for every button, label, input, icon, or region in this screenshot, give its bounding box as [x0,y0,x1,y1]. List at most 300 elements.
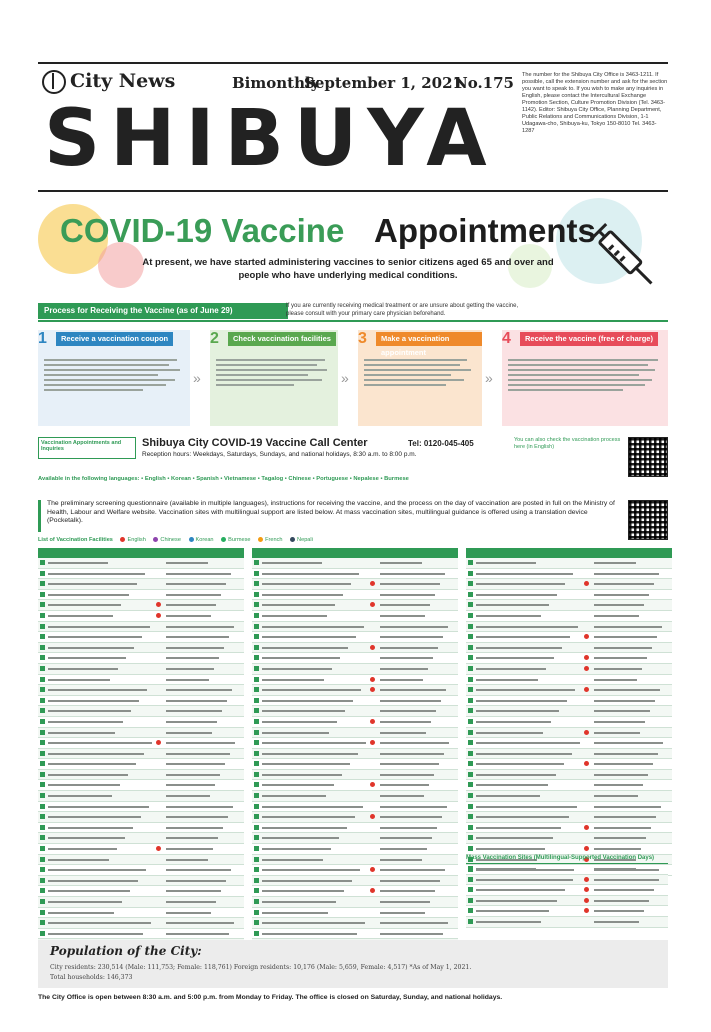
row-number [254,772,259,777]
facility-name [262,848,331,850]
table-row [466,685,672,696]
table-row [252,749,458,760]
facility-address [594,910,644,912]
facility-name [48,583,137,585]
population-households: Total households: 146,373 [50,974,133,981]
row-number [40,560,45,565]
facility-name [48,615,113,617]
english-dot-icon [370,867,375,872]
row-number [468,846,473,851]
step-2-card [210,330,338,426]
english-dot-icon [584,846,589,851]
row-number [254,782,259,787]
facility-address [166,573,231,575]
facility-address [166,753,230,755]
facility-name [48,869,146,871]
english-dot-icon [584,761,589,766]
row-number [468,730,473,735]
facility-name [476,900,557,902]
facility-name [476,742,580,744]
process-divider [38,320,668,322]
facility-legend [38,537,668,543]
facility-name [476,647,562,649]
facility-name [262,626,364,628]
facility-table-1 [38,548,244,971]
table-row [38,833,244,844]
row-number [468,571,473,576]
facility-name [48,890,130,892]
facility-name [476,679,538,681]
population-residents: City residents: 230,514 (Male: 111,753; Female: 118,761) Foreign residents: 10,176 (Male: 5,659, Female: 4,517) *As of May 1, 2021. [50,964,472,971]
facility-address [166,795,210,797]
facility-address [594,784,643,786]
facility-address [380,880,440,882]
english-dot-icon [370,602,375,607]
step-number: 1 [38,330,47,347]
table-row [38,590,244,601]
legend-label: Chinese [160,537,181,543]
row-number [468,677,473,682]
table-row [38,738,244,749]
facility-address [166,732,212,734]
facility-address [166,806,233,808]
facility-name [476,700,567,702]
table-row [38,643,244,654]
facility-name [48,880,138,882]
covid-banner [38,198,668,302]
burmese-dot-icon [221,537,226,542]
facility-name [262,710,345,712]
facility-name [476,921,541,923]
table-row [252,632,458,643]
table-row [38,929,244,940]
steps-row [38,330,668,430]
facility-name [48,901,122,903]
english-dot-icon [370,687,375,692]
table-row [38,908,244,919]
row-number [468,645,473,650]
table-row [38,897,244,908]
facility-address [166,859,208,861]
table-row [466,833,672,844]
table-row [466,738,672,749]
facility-address [166,668,214,670]
table-row [38,802,244,813]
table-row [252,664,458,675]
facility-address [166,689,232,691]
english-dot-icon [370,719,375,724]
facility-address [594,679,637,681]
facility-name [48,657,126,659]
facility-name [48,795,112,797]
row-number [468,825,473,830]
facility-address [594,626,662,628]
table-row [252,600,458,611]
facility-name [262,689,361,691]
facility-address [380,774,434,776]
facility-name [476,784,548,786]
row-number [40,761,45,766]
row-number [468,793,473,798]
english-dot-icon [584,655,589,660]
facility-address [380,859,422,861]
step-3-card [358,330,482,426]
table-row [38,749,244,760]
row-number [40,931,45,936]
table-row [38,569,244,580]
facility-name [48,594,129,596]
facility-address [166,784,215,786]
facility-address [380,816,442,818]
table-row [466,653,672,664]
table-row [252,918,458,929]
table-row [252,675,458,686]
table-row [38,696,244,707]
table-row [466,590,672,601]
english-dot-icon [156,846,161,851]
facility-name [476,837,553,839]
facility-name [262,795,326,797]
table-row [252,897,458,908]
facility-name [48,721,123,723]
facility-address [594,753,658,755]
row-number [40,740,45,745]
facility-address [594,848,641,850]
table-row [252,908,458,919]
facility-name [476,668,546,670]
row-number [40,698,45,703]
facility-address [594,604,644,606]
facility-name [476,626,578,628]
facility-address [166,912,211,914]
table-row [38,876,244,887]
table-row [252,558,458,569]
row-number [254,867,259,872]
english-dot-icon [156,613,161,618]
facility-name [476,604,549,606]
facility-address [594,732,640,734]
facility-address [380,732,426,734]
facility-address [166,710,222,712]
facility-address [380,636,443,638]
table-row [466,896,668,907]
legend-label: Korean [195,537,214,543]
process-label: Process for Receiving the Vaccine (as of June 29) [38,303,288,319]
facility-address [166,880,226,882]
facility-address [380,562,422,564]
facility-name [262,806,363,808]
step-number: 4 [502,330,511,347]
row-number [254,814,259,819]
english-dot-icon [370,581,375,586]
step-title: Receive a vaccination coupon [56,332,173,346]
call-center-title: Shibuya City COVID-19 Vaccine Call Center [142,437,368,449]
facility-address [380,689,446,691]
table-row [466,759,672,770]
facility-address [166,636,229,638]
facility-name [262,636,356,638]
row-number [40,592,45,597]
step-title: Make a vaccination appointment [376,332,482,346]
step-number: 2 [210,330,219,347]
table-row [38,812,244,823]
row-number [40,772,45,777]
table-row [466,706,672,717]
facility-name [262,774,342,776]
facility-address [166,816,228,818]
facility-address [380,583,440,585]
facility-table-3 [466,548,672,876]
facility-address [380,710,436,712]
qr-code-icon[interactable] [628,437,668,477]
facility-name [262,816,355,818]
facility-name [48,668,118,670]
row-number [254,920,259,925]
table-row [466,844,672,855]
row-number [468,887,473,892]
facility-name [48,710,131,712]
legend-label: English [127,537,146,543]
english-dot-icon [370,740,375,745]
row-number [254,835,259,840]
process-section-header [38,303,668,323]
table-row [466,780,672,791]
row-number [40,782,45,787]
office-hours-footer: The City Office is open between 8:30 a.m. and 5:00 p.m. from Monday to Friday. The office is closed on Saturday, Sunday, and national holidays. [38,994,503,1001]
masthead-header [38,62,668,192]
call-center-hours: Reception hours: Weekdays, Saturdays, Sundays, and national holidays, 8:30 a.m. to 8:00 p.m. [142,451,417,458]
facility-address [594,636,657,638]
facility-address [594,689,660,691]
table-row [38,791,244,802]
facility-name [262,880,352,882]
step-body-text [508,356,664,422]
row-number [254,825,259,830]
facility-name [262,837,339,839]
facility-address [594,710,650,712]
facility-address [380,742,449,744]
table-row [38,653,244,664]
facility-address [594,562,636,564]
intro-text: The number for the Shibuya City Office is 3463-1211. If possible, call the extension number and ask for the section you want to speak to. If you wish to make any inquiries in English, please contact the Intercultural Exchange Promotion Section, Culture Promotion Division (Tel. 3463-1142). Editor: Shibuya City Office, Planning Department, Public Relations and Communications Division, 1-1 Udagawa-cho, Shibuya-ku, Tokyo 150-8010 Tel. 3463-1287 [522,72,668,134]
facility-name [262,922,365,924]
facility-address [594,879,659,881]
facility-address [594,583,654,585]
legend-label: Nepali [297,537,313,543]
row-number [468,719,473,724]
facility-address [380,806,447,808]
facility-name [262,583,351,585]
row-number [468,919,473,924]
table-row [38,675,244,686]
row-number [40,645,45,650]
facility-name [476,583,565,585]
row-number [40,846,45,851]
facility-address [166,657,219,659]
facility-address [594,774,648,776]
row-number [468,560,473,565]
facility-address [166,594,221,596]
row-number [468,687,473,692]
table-row [252,728,458,739]
row-number [254,730,259,735]
table-row [252,569,458,580]
facility-name [262,890,344,892]
row-number [254,677,259,682]
facility-name [476,721,551,723]
table-row [466,885,668,896]
row-number [468,898,473,903]
row-number [254,624,259,629]
facility-address [166,869,231,871]
table-row [38,579,244,590]
row-number [254,740,259,745]
facility-name [476,848,545,850]
facility-address [380,604,430,606]
table-row [38,611,244,622]
facility-name [476,795,540,797]
table-row [252,886,458,897]
table-row [466,696,672,707]
facility-address [166,933,229,935]
facility-address [594,795,638,797]
row-number [468,740,473,745]
row-number [468,708,473,713]
facility-name [262,869,360,871]
row-number [468,866,473,871]
row-number [40,613,45,618]
facility-name [262,668,332,670]
row-number [40,634,45,639]
facility-name [476,636,570,638]
facility-name [262,742,366,744]
facility-name [476,657,554,659]
multilingual-notice: The preliminary screening questionnaire (available in multiple languages), instructions for receiving the vaccine, and the process on the day of vaccination are posted in full on the Ministry of Health, Labour and Welfare website. Vaccination sites with multilingual support are listed below. At mass vaccination sites, multilingual guidance is offered using a translation device (Pocketalk). [38,500,618,532]
facility-address [380,784,429,786]
facility-name [48,573,145,575]
facility-address [594,921,639,923]
facility-address [166,848,213,850]
table-row [38,855,244,866]
table-row [38,600,244,611]
row-number [40,910,45,915]
row-number [254,655,259,660]
table-row [466,917,668,928]
mass-vaccination-title: Mass Vaccination Sites (Multilingual-Supported Vaccination Days) [466,855,668,864]
table-row [252,706,458,717]
facility-address [166,583,226,585]
facility-name [48,732,115,734]
table-row [38,717,244,728]
table-row [466,675,672,686]
facility-address [380,626,448,628]
facility-name [48,647,134,649]
facility-name [262,700,353,702]
facility-address [380,912,425,914]
row-number [40,888,45,893]
facility-address [594,668,642,670]
facility-name [262,615,327,617]
row-number [40,571,45,576]
english-dot-icon [156,740,161,745]
facility-address [594,806,661,808]
row-number [254,793,259,798]
row-number [468,761,473,766]
facility-name [476,816,569,818]
table-row [38,728,244,739]
facility-name [48,700,139,702]
row-number [40,920,45,925]
facility-address [166,890,221,892]
facility-name [48,626,150,628]
table-row [38,823,244,834]
table-row [252,780,458,791]
facility-address [380,848,427,850]
facility-name [48,753,144,755]
facility-address [594,700,655,702]
facility-address [380,721,431,723]
languages-line: Available in the following languages: • English • Korean • Spanish • Vietnamese • Tagalog • Chinese • Portuguese • Nepalese • Burmese [38,476,409,482]
row-number [468,835,473,840]
step-title: Check vaccination facilities [228,332,336,346]
qr-code-icon[interactable] [628,500,668,540]
french-dot-icon [258,537,263,542]
table-row [252,611,458,622]
facility-name [48,774,128,776]
facility-name [476,879,573,881]
row-number [468,814,473,819]
table-row [466,875,668,886]
bottom-rule [38,190,668,192]
row-number [40,602,45,607]
row-number [468,634,473,639]
facility-address [166,901,216,903]
table-row [252,759,458,770]
facility-name [476,806,577,808]
table-row [466,791,672,802]
facility-name [48,679,110,681]
table-row [252,791,458,802]
english-dot-icon [584,898,589,903]
facility-address [166,700,227,702]
facility-address [166,615,211,617]
row-number [40,730,45,735]
table-row [252,696,458,707]
table-row [466,611,672,622]
facility-address [380,933,443,935]
facility-address [380,837,432,839]
row-number [254,719,259,724]
row-number [254,571,259,576]
row-number [254,910,259,915]
facility-address [380,679,423,681]
facility-address [594,868,636,870]
step-body-text [216,356,334,422]
row-number [254,751,259,756]
facility-address [380,890,435,892]
mass-vaccination-table [466,855,668,928]
facility-name [476,868,536,870]
table-row [252,802,458,813]
facility-name [476,774,556,776]
table-row [466,622,672,633]
mass-vaccination-rows [466,864,668,928]
table-row [466,717,672,728]
facility-address [380,922,448,924]
english-dot-icon [584,730,589,735]
facility-address [380,795,424,797]
facility-name [476,732,543,734]
